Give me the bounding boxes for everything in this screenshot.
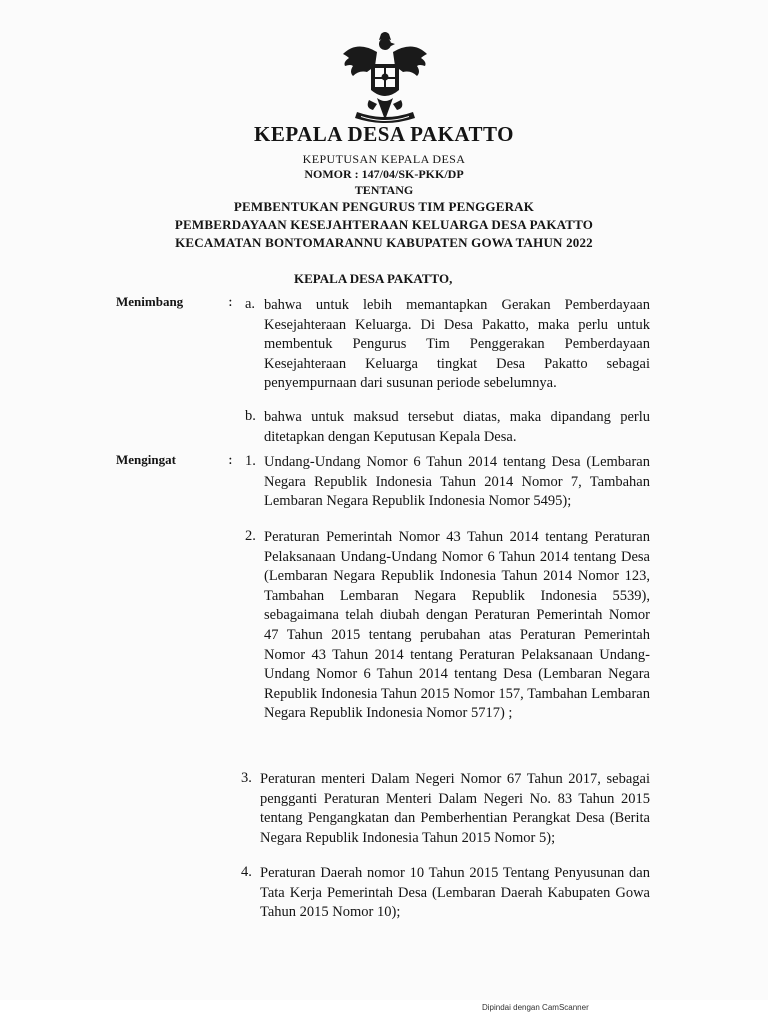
menimbang-label: Menimbang <box>116 294 184 309</box>
decree-subject-line-2: PEMBERDAYAAN KESEJAHTERAAN KELUARGA DESA PAKATTO <box>174 217 594 232</box>
mengingat-item-text: Undang-Undang Nomor 6 Tahun 2014 tentang Desa (Lembaran Negara Republik Indonesia Tahun 2014 Nomor 7, Tambahan Lembaran Negara Republik Indonesia Nomor 5495); <box>264 454 650 510</box>
mengingat-item-mark: 2. <box>245 528 256 544</box>
mengingat-colon: : <box>228 452 233 468</box>
scanner-footer-note: Dipindai dengan CamScanner <box>482 1003 589 1012</box>
garuda-emblem-icon <box>337 30 433 130</box>
menimbang-colon: : <box>228 294 233 310</box>
mengingat-item-text: Peraturan menteri Dalam Negeri Nomor 67 Tahun 2017, sebagai pengganti Peraturan Menteri Dalam Negeri No. 83 Tahun 2015 tentang Pengangkatan dan Pemberhentian Perangkat Desa (Berita Negara Republik Indonesia Tahun 2015 Nomor 5); <box>260 771 650 846</box>
decree-subject-line-1: PEMBENTUKAN PENGURUS TIM PENGGERAK <box>233 199 535 214</box>
menimbang-item-mark: b. <box>245 408 256 424</box>
mengingat-item-text: Peraturan Daerah nomor 10 Tahun 2015 Tentang Penyusunan dan Tata Kerja Pemerintah Desa (Lembaran Daerah Kabupaten Gowa Tahun 2015 Nomor 10); <box>260 865 650 921</box>
decree-number: NOMOR : 147/04/SK-PKK/DP <box>304 167 464 181</box>
mengingat-item-text: Peraturan Pemerintah Nomor 43 Tahun 2014 tentang Peraturan Pelaksanaan Undang-Undang Nomor 6 Tahun 2014 tentang Desa (Lembaran Negara Republik Indonesia Tahun 2014 Nomor 123, Tambahan Lembaran Negara Republik Indonesia 5539), sebagaimana telah diubah dengan Peraturan Pemerintah Nomor 47 Tahun 2015 tentang perubahan atas Peraturan Pemerintah Nomor 43 Tahun 2014 tentang Peraturan Pelaksanaan Undang-Undang Nomor 6 Tahun 2014 tentang Desa (Lembaran Negara Republik Indonesia Tahun 2015 Nomor 157, Tambahan Lembaran Negara Republik Indonesia Nomor 5717) ; <box>264 529 650 722</box>
document-title: KEPALA DESA PAKATTO <box>254 122 514 146</box>
mengingat-label: Mengingat <box>116 452 176 467</box>
mengingat-item-mark: 3. <box>241 770 252 786</box>
decree-type: KEPUTUSAN KEPALA DESA <box>302 152 466 166</box>
decree-subject-line-3: KECAMATAN BONTOMARANNU KABUPATEN GOWA TAHUN 2022 <box>175 235 593 250</box>
mengingat-item-mark: 4. <box>241 864 252 880</box>
menimbang-item-text: bahwa untuk lebih memantapkan Gerakan Pemberdayaan Kesejahteraan Keluarga. Di Desa Pakatto, maka perlu untuk membentuk Pengurus Tim Penggerakan Pemberdayaan Kesejahteraan Keluarga tingkat Desa Pakatto sebagai penyempurnaan dari susunan periode sebelumnya. <box>264 297 650 392</box>
about-label: TENTANG <box>354 183 414 197</box>
issuer-heading: KEPALA DESA PAKATTO, <box>294 271 453 286</box>
mengingat-item-mark: 1. <box>245 453 256 469</box>
menimbang-item-text: bahwa untuk maksud tersebut diatas, maka dipandang perlu ditetapkan dengan Keputusan Kepala Desa. <box>264 409 650 445</box>
menimbang-item-mark: a. <box>245 296 256 312</box>
